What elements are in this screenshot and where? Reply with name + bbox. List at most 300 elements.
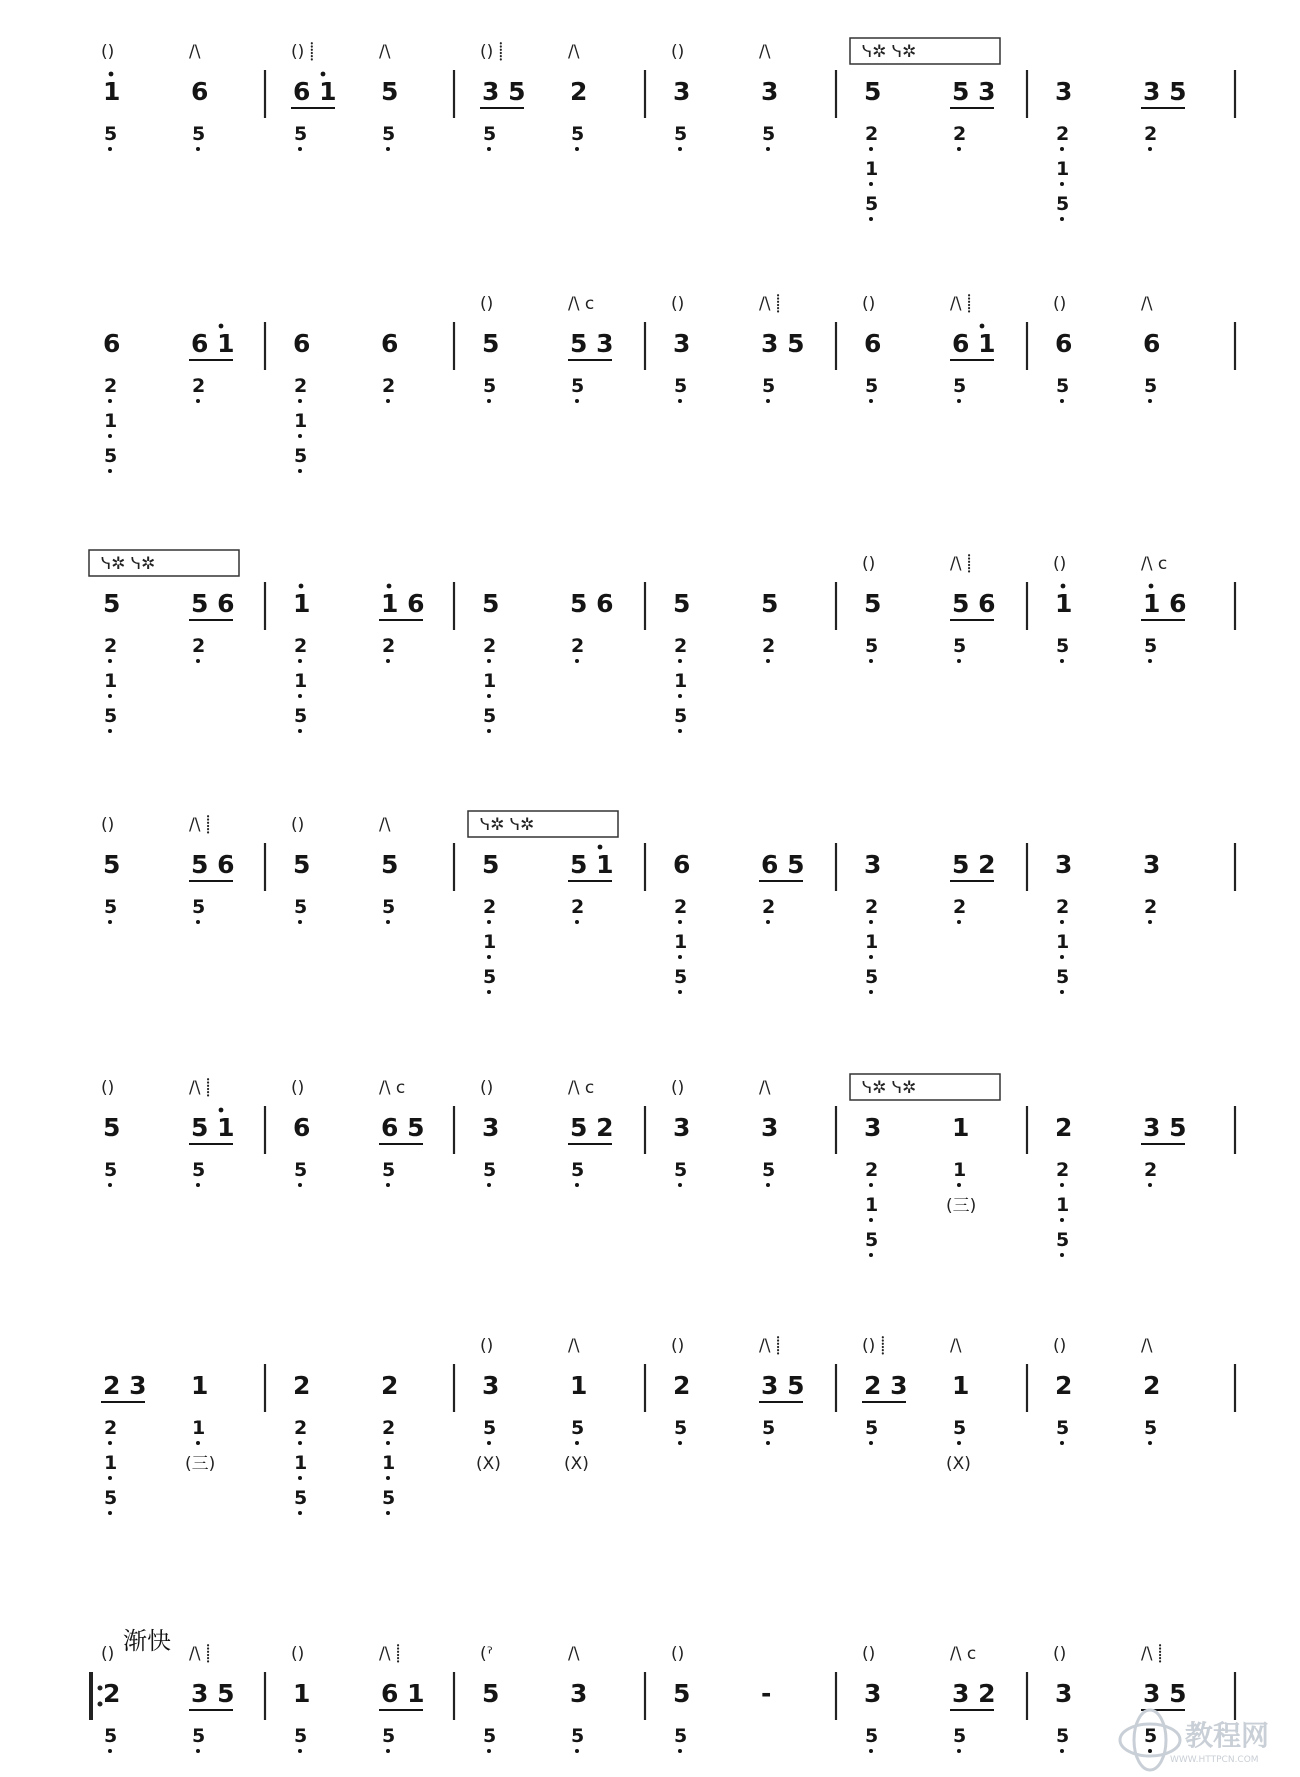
lower-note: 2 xyxy=(865,1159,879,1181)
low-octave-dot xyxy=(766,659,770,663)
low-octave-dot xyxy=(386,659,390,663)
upper-note: 5 xyxy=(381,77,399,106)
low-octave-dot xyxy=(869,1441,873,1445)
fingering-mark: /\ xyxy=(568,1336,580,1356)
low-octave-dot xyxy=(298,1183,302,1187)
fingering-mark: (ˀ xyxy=(480,1644,493,1664)
fingering-mark: () xyxy=(1053,1644,1067,1664)
upper-note: 6 1 xyxy=(191,329,235,358)
upper-note: 5 6 xyxy=(191,850,235,879)
low-octave-dot xyxy=(298,469,302,473)
octave-dot xyxy=(1149,584,1154,589)
low-octave-dot xyxy=(487,147,491,151)
low-octave-dot xyxy=(1060,399,1064,403)
lower-note: 5 xyxy=(762,123,776,145)
fingering-mark: () xyxy=(671,1336,685,1356)
low-octave-dot xyxy=(386,399,390,403)
lower-note: 5 xyxy=(104,1725,118,1747)
fingering-mark: /\ ⸽ xyxy=(379,1644,401,1664)
upper-note: 2 xyxy=(1055,1371,1073,1400)
lower-note: 2 xyxy=(674,896,688,918)
low-octave-dot xyxy=(957,920,961,924)
low-octave-dot xyxy=(298,1511,302,1515)
low-octave-dot xyxy=(575,147,579,151)
low-octave-dot xyxy=(957,147,961,151)
upper-note: 5 xyxy=(103,850,121,879)
lower-note: 1 xyxy=(953,1159,967,1181)
low-octave-dot xyxy=(1060,920,1064,924)
fingering-mark: () xyxy=(671,1644,685,1664)
low-octave-dot xyxy=(1060,147,1064,151)
fingering-mark: () xyxy=(671,42,685,62)
lower-note: 5 xyxy=(483,123,497,145)
lower-note: 5 xyxy=(953,375,967,397)
upper-note: 3 5 xyxy=(1143,1113,1187,1142)
upper-note: 5 1 xyxy=(570,850,614,879)
fingering-mark: /\ c xyxy=(568,1078,595,1098)
low-octave-dot xyxy=(678,1441,682,1445)
lower-note: 5 xyxy=(1144,635,1158,657)
low-octave-dot xyxy=(869,217,873,221)
lower-note: 5 xyxy=(674,375,688,397)
low-octave-dot xyxy=(298,729,302,733)
lower-note: 1 xyxy=(294,410,308,432)
lower-note: 5 xyxy=(865,1725,879,1747)
lower-note: 1 xyxy=(865,158,879,180)
upper-note: 5 xyxy=(673,1679,691,1708)
upper-note: 5 1 xyxy=(191,1113,235,1142)
low-octave-dot xyxy=(678,399,682,403)
upper-note: 3 xyxy=(1143,850,1161,879)
low-octave-dot xyxy=(108,1749,112,1753)
low-octave-dot xyxy=(108,434,112,438)
low-octave-dot xyxy=(386,920,390,924)
score-system xyxy=(101,38,1235,221)
lower-note: 1 xyxy=(674,931,688,953)
lower-note: 5 xyxy=(1056,635,1070,657)
fingering-mark: /\ xyxy=(950,1336,962,1356)
lower-note: 5 xyxy=(674,966,688,988)
lower-note: (X) xyxy=(476,1454,501,1474)
fingering-mark: /\ xyxy=(568,42,580,62)
low-octave-dot xyxy=(766,1183,770,1187)
fingering-mark: /\ xyxy=(759,42,771,62)
lower-note: 5 xyxy=(865,375,879,397)
lower-note: 5 xyxy=(571,375,585,397)
low-octave-dot xyxy=(869,1749,873,1753)
watermark xyxy=(1120,1710,1269,1770)
lower-note: 5 xyxy=(674,1417,688,1439)
upper-note: 6 xyxy=(103,329,121,358)
upper-note: 5 6 xyxy=(570,589,614,618)
upper-note: 2 xyxy=(570,77,588,106)
lower-note: 2 xyxy=(104,635,118,657)
low-octave-dot xyxy=(108,1441,112,1445)
upper-note: 3 xyxy=(673,329,691,358)
low-octave-dot xyxy=(1148,1183,1152,1187)
upper-note: 5 2 xyxy=(952,850,996,879)
upper-note: 6 xyxy=(864,329,882,358)
lower-note: 2 xyxy=(1056,896,1070,918)
lower-note: 5 xyxy=(192,123,206,145)
upper-note: 6 1 xyxy=(952,329,996,358)
lower-note: 5 xyxy=(762,375,776,397)
lower-note: 2 xyxy=(1056,1159,1070,1181)
low-octave-dot xyxy=(298,659,302,663)
low-octave-dot xyxy=(869,659,873,663)
lower-note: 5 xyxy=(382,896,396,918)
low-octave-dot xyxy=(678,694,682,698)
upper-note: 5 6 xyxy=(191,589,235,618)
fingering-mark: /\ xyxy=(1141,1336,1153,1356)
lower-note: 1 xyxy=(382,1452,396,1474)
upper-note: 3 xyxy=(1055,850,1073,879)
upper-note: 6 xyxy=(1055,329,1073,358)
fingering-mark: /\ c xyxy=(379,1078,406,1098)
upper-note: 6 5 xyxy=(761,850,805,879)
low-octave-dot xyxy=(108,694,112,698)
low-octave-dot xyxy=(869,1253,873,1257)
upper-note: 3 5 xyxy=(761,1371,805,1400)
score-system xyxy=(91,1644,1235,1753)
fingering-mark: () xyxy=(671,1078,685,1098)
upper-note: 5 xyxy=(293,850,311,879)
lower-note: (X) xyxy=(946,1454,971,1474)
lower-note: 1 xyxy=(294,1452,308,1474)
low-octave-dot xyxy=(298,147,302,151)
lower-note: 5 xyxy=(382,1487,396,1509)
fingering-mark: () xyxy=(101,1078,115,1098)
upper-note: 5 xyxy=(381,850,399,879)
lower-note: 2 xyxy=(294,375,308,397)
technique-box-label: ᓭ✲ ᓭ✲ xyxy=(480,815,535,835)
lower-note: 5 xyxy=(192,896,206,918)
upper-note: 5 2 xyxy=(570,1113,614,1142)
fingering-mark: () xyxy=(480,1336,494,1356)
upper-note: 1 xyxy=(293,589,311,618)
low-octave-dot xyxy=(1148,147,1152,151)
lower-note: 5 xyxy=(1056,966,1070,988)
low-octave-dot xyxy=(575,659,579,663)
upper-note: 5 xyxy=(482,1679,500,1708)
low-octave-dot xyxy=(108,920,112,924)
low-octave-dot xyxy=(766,920,770,924)
low-octave-dot xyxy=(678,990,682,994)
upper-note: 6 xyxy=(191,77,209,106)
lower-note: 5 xyxy=(294,445,308,467)
fingering-mark: () xyxy=(862,554,876,574)
octave-dot xyxy=(980,324,985,329)
lower-note: 2 xyxy=(953,123,967,145)
fingering-mark: /\ c xyxy=(950,1644,977,1664)
lower-note: 5 xyxy=(483,1159,497,1181)
lower-note: 5 xyxy=(1144,375,1158,397)
upper-note: 2 3 xyxy=(864,1371,908,1400)
octave-dot xyxy=(109,72,114,77)
low-octave-dot xyxy=(196,1441,200,1445)
upper-note: 3 5 xyxy=(761,329,805,358)
low-octave-dot xyxy=(487,1183,491,1187)
low-octave-dot xyxy=(869,182,873,186)
lower-note: 5 xyxy=(483,1417,497,1439)
upper-note: 1 6 xyxy=(381,589,425,618)
lower-note: 5 xyxy=(1144,1417,1158,1439)
upper-note: 6 xyxy=(673,850,691,879)
low-octave-dot xyxy=(196,920,200,924)
octave-dot xyxy=(219,324,224,329)
low-octave-dot xyxy=(487,729,491,733)
upper-note: 2 xyxy=(381,1371,399,1400)
upper-note: 3 xyxy=(1055,1679,1073,1708)
fingering-mark: () xyxy=(1053,294,1067,314)
low-octave-dot xyxy=(957,1749,961,1753)
low-octave-dot xyxy=(1148,1441,1152,1445)
low-octave-dot xyxy=(298,1749,302,1753)
lower-note: 2 xyxy=(382,1417,396,1439)
low-octave-dot xyxy=(678,955,682,959)
upper-note: 5 xyxy=(864,77,882,106)
score-system xyxy=(101,1336,1235,1515)
upper-note: 3 xyxy=(570,1679,588,1708)
lower-note: 5 xyxy=(294,123,308,145)
fingering-mark: /\ xyxy=(379,815,391,835)
low-octave-dot xyxy=(1060,659,1064,663)
low-octave-dot xyxy=(869,920,873,924)
lower-note: 1 xyxy=(1056,158,1070,180)
low-octave-dot xyxy=(678,920,682,924)
low-octave-dot xyxy=(196,1749,200,1753)
low-octave-dot xyxy=(108,659,112,663)
low-octave-dot xyxy=(386,1476,390,1480)
lower-note: 5 xyxy=(865,1417,879,1439)
upper-note: 3 5 xyxy=(482,77,526,106)
upper-note: 5 xyxy=(673,589,691,618)
lower-note: 5 xyxy=(294,896,308,918)
low-octave-dot xyxy=(298,1476,302,1480)
score-systems xyxy=(89,38,1235,1753)
lower-note: 5 xyxy=(674,1159,688,1181)
upper-note: 1 xyxy=(952,1113,970,1142)
lower-note: 2 xyxy=(571,635,585,657)
low-octave-dot xyxy=(386,147,390,151)
upper-note: 2 xyxy=(1055,1113,1073,1142)
lower-note: 5 xyxy=(104,896,118,918)
lower-note: 2 xyxy=(1056,123,1070,145)
lower-note: 2 xyxy=(104,1417,118,1439)
lower-note: 2 xyxy=(294,1417,308,1439)
fingering-mark: () xyxy=(291,1078,305,1098)
lower-note: 5 xyxy=(1056,1229,1070,1251)
low-octave-dot xyxy=(487,1441,491,1445)
low-octave-dot xyxy=(108,729,112,733)
low-octave-dot xyxy=(386,1749,390,1753)
lower-note: 2 xyxy=(953,896,967,918)
upper-note: 3 xyxy=(482,1113,500,1142)
lower-note: 2 xyxy=(294,635,308,657)
low-octave-dot xyxy=(108,1476,112,1480)
lower-note: 1 xyxy=(483,931,497,953)
upper-note: 3 5 xyxy=(191,1679,235,1708)
octave-dot xyxy=(219,1108,224,1113)
score-system xyxy=(103,294,1235,473)
upper-note: 5 xyxy=(761,589,779,618)
low-octave-dot xyxy=(766,399,770,403)
low-octave-dot xyxy=(487,955,491,959)
low-octave-dot xyxy=(108,399,112,403)
low-octave-dot xyxy=(1060,990,1064,994)
upper-note: 1 xyxy=(1055,589,1073,618)
upper-note: 1 xyxy=(570,1371,588,1400)
technique-box-label: ᓭ✲ ᓭ✲ xyxy=(862,42,917,62)
fingering-mark: () xyxy=(291,815,305,835)
lower-note: 5 xyxy=(953,1417,967,1439)
lower-note: 5 xyxy=(762,1417,776,1439)
low-octave-dot xyxy=(869,1183,873,1187)
low-octave-dot xyxy=(678,147,682,151)
low-octave-dot xyxy=(1148,1749,1152,1753)
upper-note: 3 xyxy=(864,850,882,879)
low-octave-dot xyxy=(1060,1749,1064,1753)
low-octave-dot xyxy=(869,147,873,151)
upper-note: 5 xyxy=(103,589,121,618)
fingering-mark: () xyxy=(480,1078,494,1098)
score-system xyxy=(101,811,1235,994)
fingering-mark: () xyxy=(1053,554,1067,574)
upper-note: 6 xyxy=(293,1113,311,1142)
lower-note: 5 xyxy=(1056,375,1070,397)
lower-note: 5 xyxy=(294,1487,308,1509)
fingering-mark: /\ ⸽ xyxy=(189,1644,211,1664)
lower-note: 1 xyxy=(192,1417,206,1439)
lower-note: 5 xyxy=(762,1159,776,1181)
octave-dot xyxy=(1061,584,1066,589)
lower-note: 5 xyxy=(865,635,879,657)
upper-note: 5 xyxy=(482,589,500,618)
low-octave-dot xyxy=(108,147,112,151)
lower-note: 5 xyxy=(865,966,879,988)
upper-note: 1 xyxy=(191,1371,209,1400)
fingering-mark: () ⸽ xyxy=(480,42,504,62)
upper-note: 3 5 xyxy=(1143,1679,1187,1708)
lower-note: 5 xyxy=(674,1725,688,1747)
upper-note: 1 6 xyxy=(1143,589,1187,618)
fingering-mark: /\ ⸽ xyxy=(759,294,781,314)
upper-note: 2 xyxy=(103,1679,121,1708)
lower-note: 5 xyxy=(571,1159,585,1181)
lower-note: 2 xyxy=(762,896,776,918)
fingering-mark: () xyxy=(671,294,685,314)
low-octave-dot xyxy=(957,1183,961,1187)
low-octave-dot xyxy=(108,1183,112,1187)
fingering-mark: /\ xyxy=(189,42,201,62)
low-octave-dot xyxy=(1060,1441,1064,1445)
lower-note: 5 xyxy=(104,1159,118,1181)
low-octave-dot xyxy=(1060,955,1064,959)
low-octave-dot xyxy=(957,399,961,403)
lower-note: 1 xyxy=(104,1452,118,1474)
low-octave-dot xyxy=(298,399,302,403)
lower-note: 5 xyxy=(294,1159,308,1181)
upper-note: 3 xyxy=(673,1113,691,1142)
lower-note: (三) xyxy=(185,1454,216,1474)
upper-note: 3 xyxy=(761,77,779,106)
low-octave-dot xyxy=(1060,1253,1064,1257)
low-octave-dot xyxy=(678,729,682,733)
lower-note: 1 xyxy=(104,670,118,692)
lower-note: 5 xyxy=(104,445,118,467)
lower-note: 5 xyxy=(192,1159,206,1181)
octave-dot xyxy=(299,584,304,589)
lower-note: 5 xyxy=(865,1229,879,1251)
low-octave-dot xyxy=(575,1183,579,1187)
fingering-mark: () ⸽ xyxy=(291,42,315,62)
lower-note: 2 xyxy=(571,896,585,918)
lower-note: 5 xyxy=(483,966,497,988)
fingering-mark: () xyxy=(101,815,115,835)
lower-note: 1 xyxy=(104,410,118,432)
low-octave-dot xyxy=(298,694,302,698)
low-octave-dot xyxy=(487,990,491,994)
low-octave-dot xyxy=(108,1511,112,1515)
lower-note: 2 xyxy=(192,375,206,397)
low-octave-dot xyxy=(678,1749,682,1753)
upper-note: 5 3 xyxy=(952,77,996,106)
lower-note: 1 xyxy=(483,670,497,692)
low-octave-dot xyxy=(487,399,491,403)
lower-note: 2 xyxy=(762,635,776,657)
low-octave-dot xyxy=(196,147,200,151)
lower-note: 2 xyxy=(382,375,396,397)
fingering-mark: /\ ⸽ xyxy=(950,294,972,314)
lower-note: 5 xyxy=(294,1725,308,1747)
repeat-dot xyxy=(98,1702,103,1707)
low-octave-dot xyxy=(108,469,112,473)
tempo-marking: 渐快 xyxy=(123,1627,171,1655)
low-octave-dot xyxy=(298,434,302,438)
upper-note: 3 xyxy=(673,77,691,106)
lower-note: 2 xyxy=(865,123,879,145)
lower-note: 5 xyxy=(294,705,308,727)
upper-note: 5 xyxy=(103,1113,121,1142)
fingering-mark: () xyxy=(291,1644,305,1664)
octave-dot xyxy=(321,72,326,77)
lower-note: 2 xyxy=(674,635,688,657)
fingering-mark: /\ c xyxy=(1141,554,1168,574)
lower-note: 5 xyxy=(1056,1725,1070,1747)
fingering-mark: /\ ⸽ xyxy=(759,1336,781,1356)
fingering-mark: () xyxy=(101,42,115,62)
upper-note: 6 5 xyxy=(381,1113,425,1142)
lower-note: 2 xyxy=(104,375,118,397)
lower-note: 1 xyxy=(294,670,308,692)
upper-note: 6 xyxy=(381,329,399,358)
low-octave-dot xyxy=(869,399,873,403)
lower-note: 5 xyxy=(483,375,497,397)
low-octave-dot xyxy=(575,920,579,924)
fingering-mark: () xyxy=(480,294,494,314)
low-octave-dot xyxy=(298,920,302,924)
upper-note: 6 xyxy=(1143,329,1161,358)
octave-dot xyxy=(598,845,603,850)
low-octave-dot xyxy=(487,920,491,924)
lower-note: 1 xyxy=(1056,1194,1070,1216)
low-octave-dot xyxy=(386,1441,390,1445)
upper-note: 3 2 xyxy=(952,1679,996,1708)
upper-note: 5 xyxy=(864,589,882,618)
repeat-dot xyxy=(98,1686,103,1691)
low-octave-dot xyxy=(1148,659,1152,663)
lower-note: 5 xyxy=(571,1417,585,1439)
